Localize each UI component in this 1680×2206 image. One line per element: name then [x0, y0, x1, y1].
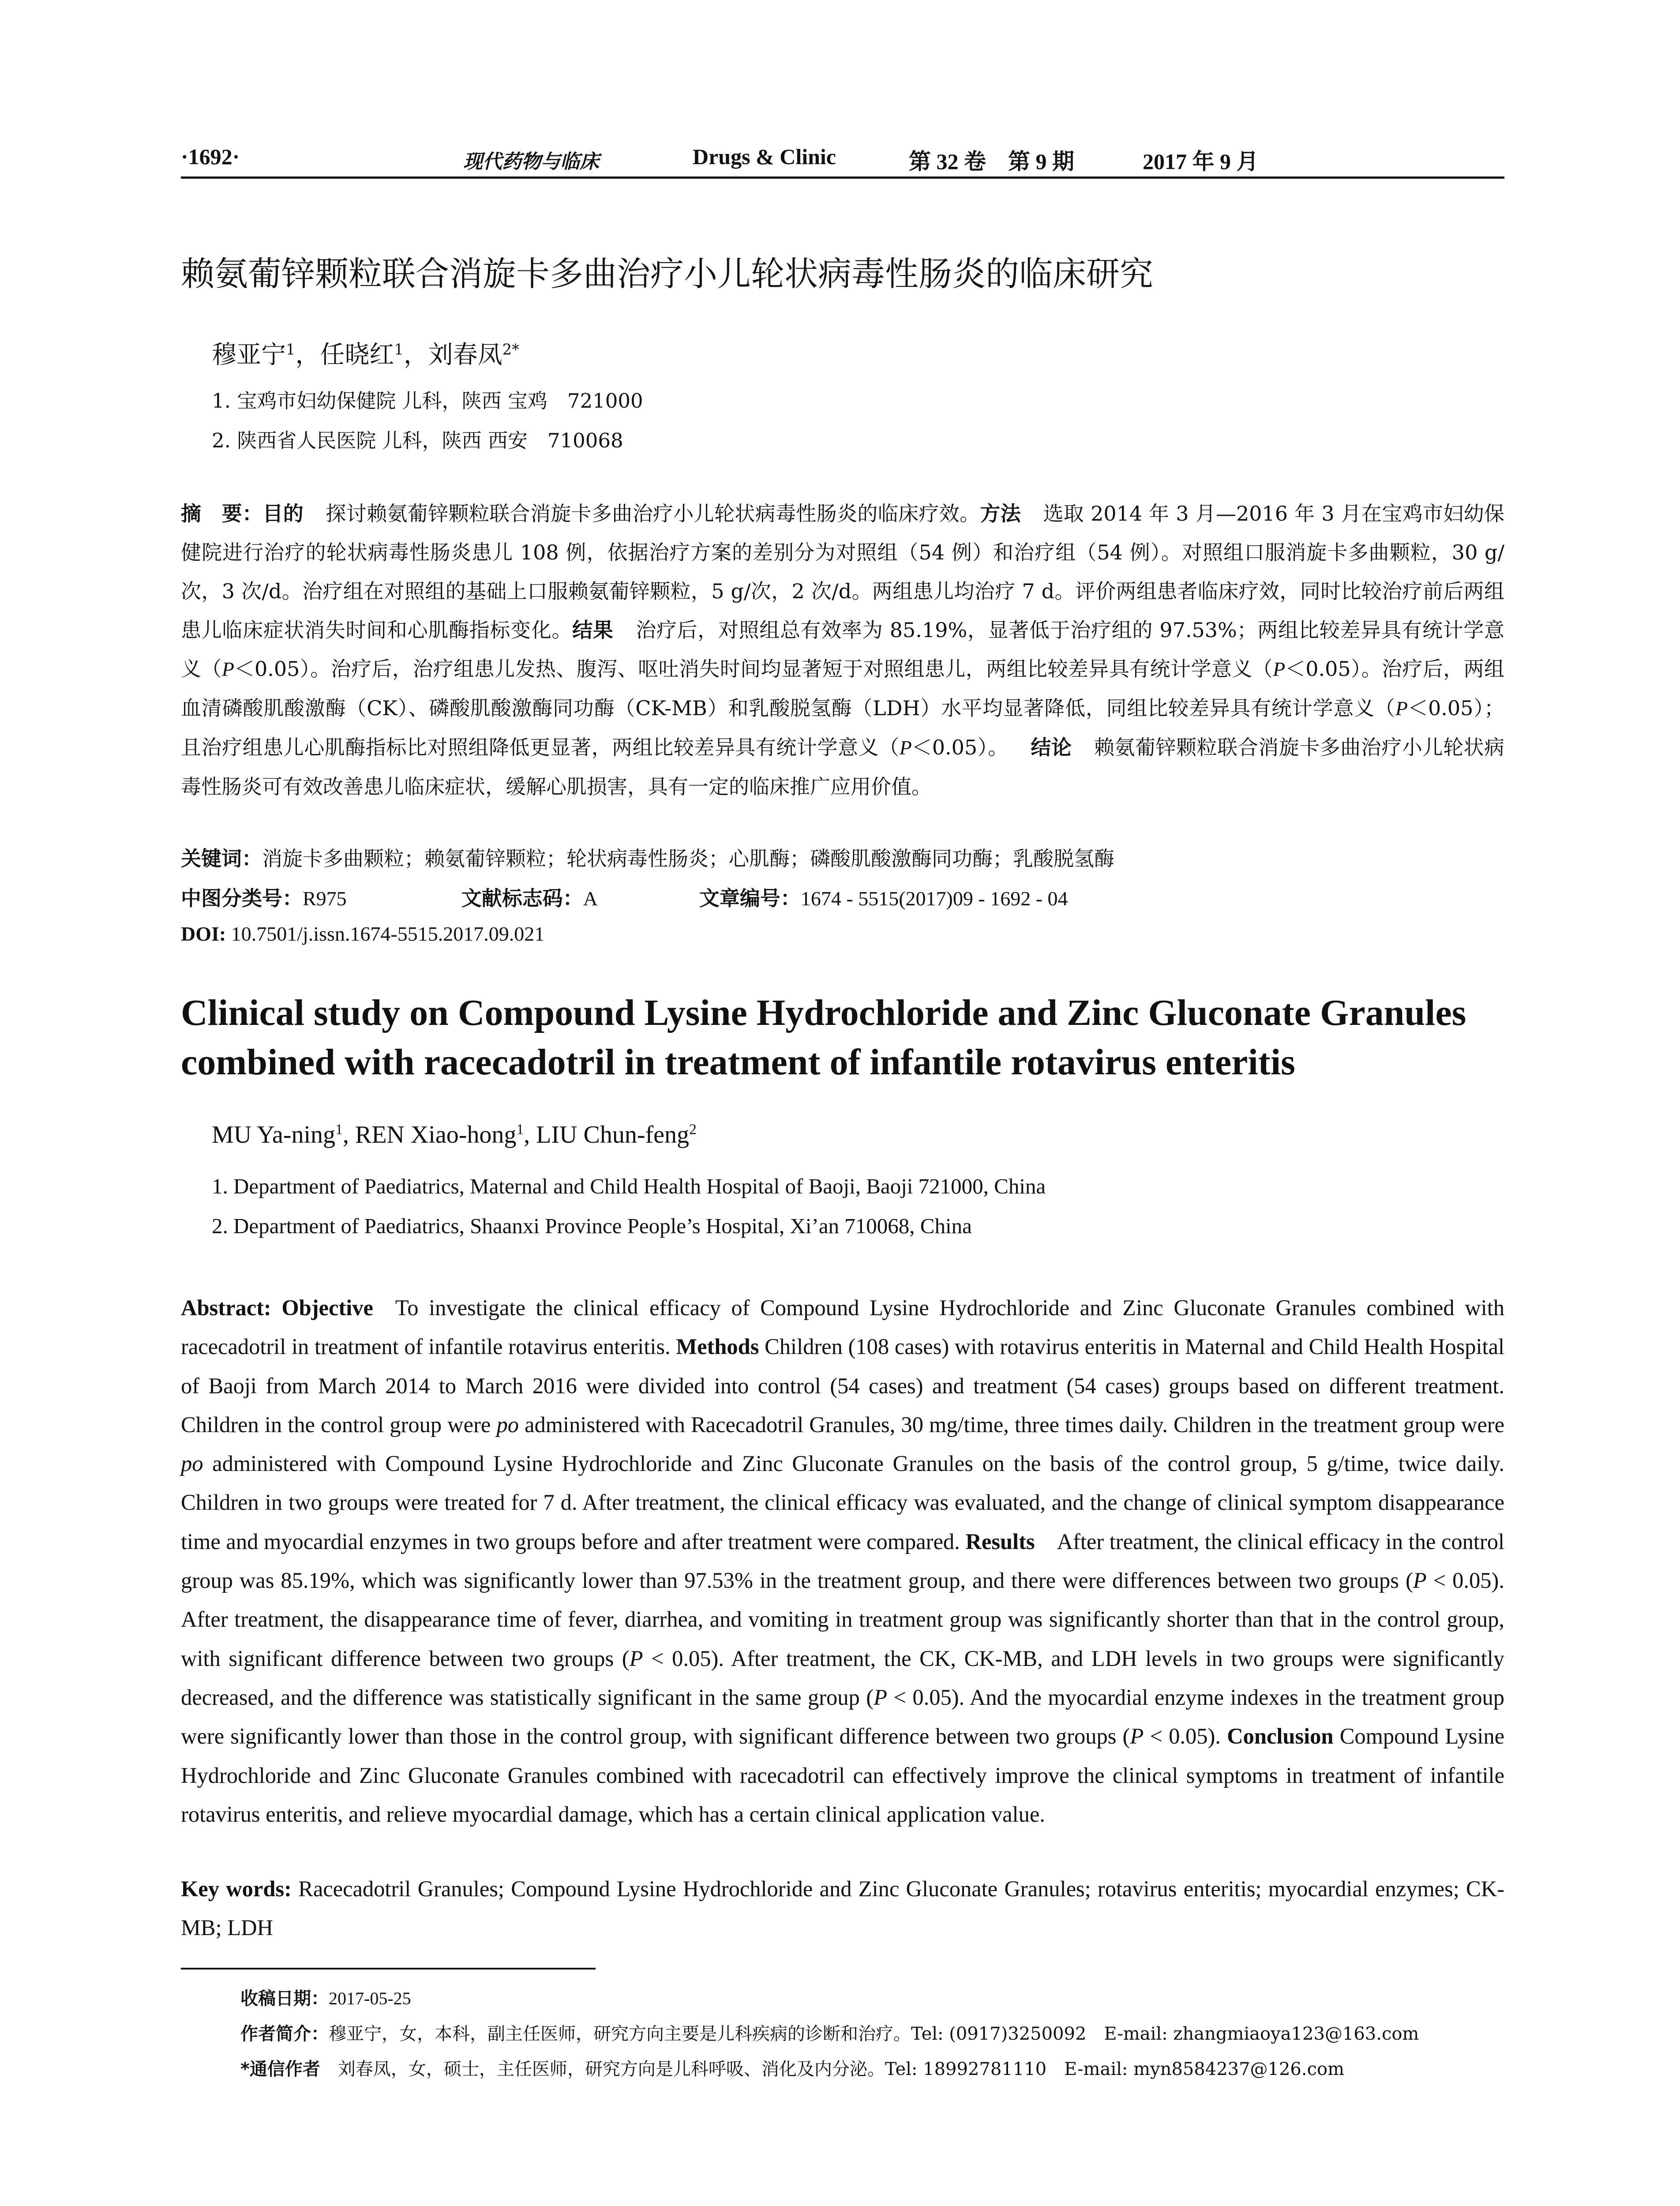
author-bio-label: 作者简介：	[240, 2024, 329, 2044]
p-value-symbol: P	[899, 736, 912, 759]
p-value-symbol: P	[1273, 658, 1286, 680]
journal-name-cn: 现代药物与临床	[463, 150, 599, 173]
author-bio-text: 穆亚宁，女，本科，副主任医师，研究方向主要是儿科疾病的诊断和治疗。Tel: (0917)3250092 E-mail: zhangmiaoya123@163.com	[329, 2024, 1419, 2044]
author-name: , LIU Chun-feng	[524, 1121, 689, 1148]
article-no-value: 1674 - 5515(2017)09 - 1692 - 04	[800, 887, 1068, 910]
author-separator: ，	[295, 341, 320, 369]
results-label: 结果	[572, 618, 614, 642]
route-po: po	[496, 1412, 519, 1437]
objective-text: 探讨赖氨葡锌颗粒联合消旋卡多曲治疗小儿轮状病毒性肠炎的临床疗效。	[326, 502, 980, 525]
footnote-corresponding	[240, 2055, 1344, 2080]
affiliation-cn: 2. 陕西省人民医院 儿科，陕西 西安 710068	[212, 429, 623, 452]
results-text: ＜0.05）；且治疗组患儿心肌酶指标比对照组降低更显著，两组比较差异具有统计学意义（	[181, 696, 1504, 759]
title-cn: 赖氨葡锌颗粒联合消旋卡多曲治疗小儿轮状病毒性肠炎的临床研究	[181, 254, 1153, 293]
p-value-symbol: P	[629, 1646, 643, 1671]
route-po: po	[181, 1451, 203, 1476]
affiliation-cn: 1. 宝鸡市妇幼保健院 儿科，陕西 宝鸡 721000	[212, 389, 643, 413]
journal-name-en: Drugs & Clinic	[693, 144, 836, 169]
methods-text: 选取 2014 年 3 月—2016 年 3 月在宝鸡市妇幼保健院进行治疗的轮状病毒性肠炎患儿 108 例，依据治疗方案的差别分为对照组（54 例）和治疗组（54 例）。对照组口服消旋卡多曲颗粒，30 g/次，3 次/d。治疗组在对照组的基础上口服赖氨葡锌颗粒，5 g/次，2 次/d。两组患儿均治疗 7 d。评价两组患者临床疗效，同时比较治疗前后两组患儿临床症状消失时间和心肌酶指标变化。	[181, 502, 1504, 642]
keywords-en	[181, 1869, 1504, 1947]
page-number: ·1692·	[181, 144, 240, 169]
volume-issue: 第 32 卷 第 9 期	[909, 149, 1074, 174]
p-value-symbol: P	[221, 658, 234, 680]
p-value-symbol: P	[1413, 1568, 1427, 1593]
results-text: ＜0.05）。治疗后，两组血清磷酸肌酸激酶（CK）、磷酸肌酸激酶同功酶（CK-MB）和乳酸脱氢酶（LDH）水平均显著降低，同组比较差异具有统计学意义（	[181, 657, 1505, 720]
methods-label: Methods	[676, 1334, 759, 1359]
p-value-symbol: P	[1130, 1724, 1144, 1749]
methods-text: Children (108 cases) with rotavirus enteritis in Maternal and Child Health Hospital of Baoji from March 2014 to March 2016 were divided into control (54 cases) and treatment (54 cases) groups based on different treatment. Children in the control group were	[181, 1334, 1505, 1437]
doc-code-label: 文献标志码：	[461, 886, 583, 910]
corresponding-text: 刘春凤，女，硕士，主任医师，研究方向是儿科呼吸、消化及内分泌。Tel: 18992781110 E-mail: myn8584237@126.com	[338, 2059, 1345, 2079]
doi-label: DOI:	[181, 923, 226, 945]
results-text: 治疗后，对照组总有效率为 85.19%，显著低于治疗组的 97.53%；两组比较差异具有统计学意义（	[181, 618, 1505, 681]
authors-cn	[212, 335, 519, 371]
clc-value: R975	[303, 887, 347, 910]
author-affiliation-mark: 1	[394, 341, 404, 358]
author-name: MU Ya-ning	[212, 1121, 336, 1148]
results-text: After treatment, the clinical efficacy in the control group was 85.19%, which was significantly lower than 97.53% in the treatment group, and there were differences between two groups (	[181, 1529, 1505, 1593]
objective-text: To investigate the clinical efficacy of Compound Lysine Hydrochloride and Zinc Gluconate Granules combined with racecadotril in treatment of infantile rotavirus enteritis.	[181, 1295, 1504, 1359]
abstract-cn	[181, 494, 1504, 806]
affiliation-en: 2. Department of Paediatrics, Shaanxi Province People’s Hospital, Xi’an 710068, China	[212, 1214, 972, 1238]
issue-date: 2017 年 9 月	[1143, 149, 1259, 174]
p-value-symbol: P	[874, 1685, 887, 1710]
author-affiliation-mark: 1	[335, 1121, 343, 1138]
doi-link[interactable]: 10.7501/j.issn.1674-5515.2017.09.021	[231, 923, 545, 945]
author-affiliation-mark: 1	[286, 341, 296, 358]
received-date: 2017-05-25	[329, 1988, 411, 2008]
keywords-text: 消旋卡多曲颗粒；赖氨葡锌颗粒；轮状病毒性肠炎；心肌酶；磷酸肌酸激酶同功酶；乳酸脱氢酶	[262, 847, 1114, 870]
received-label: 收稿日期：	[240, 1988, 329, 2009]
results-text: < 0.05). After treatment, the disappearance time of fever, diarrhea, and vomiting in treatment group was significantly shorter than that in the control group, with significant difference between two groups (	[181, 1568, 1504, 1671]
results-text: < 0.05). After treatment, the CK, CK-MB, and LDH levels in two groups were significantly decreased, and the difference was statistically significant in the same group (	[181, 1646, 1504, 1710]
keywords-label: 关键词：	[181, 847, 262, 870]
doc-code-value: A	[583, 887, 598, 910]
clc-label: 中图分类号：	[181, 886, 303, 910]
affiliation-en: 1. Department of Paediatrics, Maternal and Child Health Hospital of Baoji, Baoji 721000, China	[212, 1174, 1046, 1198]
author-affiliation-mark: 2	[689, 1121, 697, 1138]
abstract-label: 摘 要：	[181, 502, 263, 525]
header-rule	[181, 176, 1504, 179]
conclusion-text: Compound Lysine Hydrochloride and Zinc Gluconate Granules combined with racecadotril can effectively improve the clinical symptoms in treatment of infantile rotavirus enteritis, and relieve myocardial damage, which has a certain clinical application value.	[181, 1724, 1505, 1827]
author-name: 任晓红	[320, 341, 394, 369]
results-text: ＜0.05）。	[911, 735, 1009, 759]
methods-text: administered with Racecadotril Granules, 30 mg/time, three times daily. Children in the treatment group were	[525, 1412, 1505, 1437]
author-name: , REN Xiao-hong	[342, 1121, 517, 1148]
author-name: 穆亚宁	[212, 341, 286, 369]
keywords-cn	[181, 843, 1504, 872]
keywords-text: Racecadotril Granules; Compound Lysine Hydrochloride and Zinc Gluconate Granules; rotavirus enteritis; myocardial enzymes; CK-MB; LDH	[181, 1876, 1504, 1940]
title-en: Clinical study on Compound Lysine Hydrochloride and Zinc Gluconate Granules combined with racecadotril in treatment of infantile rotavirus enteritis	[181, 992, 1466, 1083]
methods-label: 方法	[980, 502, 1021, 525]
results-text: < 0.05).	[1144, 1724, 1221, 1749]
conclusion-label: Conclusion	[1227, 1724, 1334, 1749]
conclusion-text: 赖氨葡锌颗粒联合消旋卡多曲治疗小儿轮状病毒性肠炎可有效改善患儿临床症状，缓解心肌损害，具有一定的临床推广应用价值。	[181, 735, 1505, 799]
footnote-author	[240, 2020, 1419, 2045]
authors-en	[212, 1121, 697, 1149]
author-affiliation-mark: 2*	[502, 341, 519, 358]
methods-text: administered with Compound Lysine Hydrochloride and Zinc Gluconate Granules on the basis of the control group, 5 g/time, twice daily. Children in two groups were treated for 7 d. After treatment, the clinical efficacy was evaluated, and the change of clinical symptom disappearance time and myocardial enzymes in two groups before and after treatment were compared.	[181, 1451, 1505, 1554]
author-separator: ，	[403, 341, 428, 369]
conclusion-label: 结论	[1030, 735, 1072, 759]
footnote-received	[240, 1985, 411, 2010]
doi-line	[181, 922, 1504, 945]
abstract-objective-label: Abstract: Objective	[181, 1295, 373, 1320]
classification-line	[181, 882, 1504, 912]
abstract-en	[181, 1288, 1504, 1834]
objective-label: 目的	[262, 502, 304, 525]
footnote-rule	[181, 1968, 596, 1970]
results-text: < 0.05). And the myocardial enzyme indexes in the treatment group were significantly lower than those in the control group, with significant difference between two groups (	[181, 1685, 1504, 1749]
corresponding-label: *通信作者	[240, 2059, 320, 2079]
article-no-label: 文章编号：	[699, 886, 801, 910]
author-name: 刘春凤	[428, 341, 502, 369]
running-header	[181, 141, 1504, 176]
keywords-label: Key words:	[181, 1876, 292, 1901]
p-value-symbol: P	[1395, 697, 1408, 720]
results-text: ＜0.05）。治疗后，治疗组患儿发热、腹泻、呕吐消失时间均显著短于对照组患儿，两组比较差异具有统计学意义（	[234, 657, 1273, 681]
results-label: Results	[965, 1529, 1035, 1554]
author-affiliation-mark: 1	[516, 1121, 524, 1138]
